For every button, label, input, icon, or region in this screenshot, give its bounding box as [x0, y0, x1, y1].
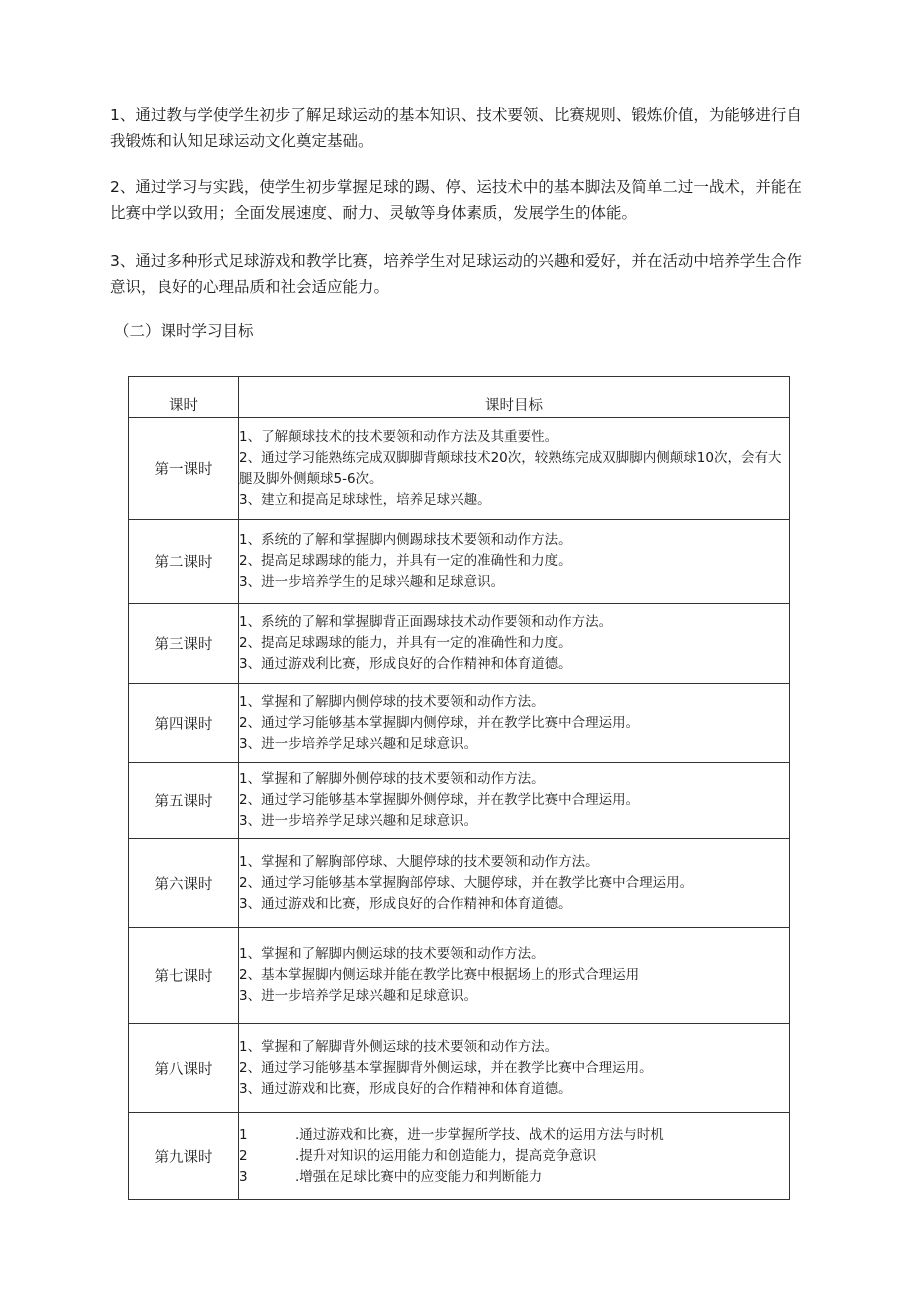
lesson-name: 第八课时 — [129, 1024, 239, 1113]
lesson-goals-table — [128, 376, 790, 1200]
goal-line: 3、通过游戏和比赛，形成良好的合作精神和体育道德。 — [239, 895, 572, 912]
table-row — [129, 684, 790, 763]
paragraph-3: 3、通过多种形式足球游戏和教学比赛，培养学生对足球运动的兴趣和爱好，并在活动中培养学生合作意识，良好的心理品质和社会适应能力。 — [110, 252, 802, 296]
table-row — [129, 763, 790, 839]
goal-line: 3、建立和提高足球球性，培养足球兴趣。 — [239, 491, 491, 508]
header-lesson: 课时 — [129, 377, 239, 418]
goal-number: 1 — [239, 1126, 248, 1143]
lesson-goals — [239, 604, 790, 684]
goal-line — [239, 1146, 789, 1167]
header-goals: 课时目标 — [239, 377, 790, 418]
table-row — [129, 1113, 790, 1200]
goal-line: 3、进一步培养学生的足球兴趣和足球意识。 — [239, 574, 505, 590]
goal-line: 1、掌握和了解胸部停球、大腿停球的技术要领和动作方法。 — [239, 853, 599, 870]
goal-line: 3、进一步培养学足球兴趣和足球意识。 — [239, 735, 478, 752]
lesson-name: 第六课时 — [129, 839, 239, 928]
goal-line: 1、了解颠球技术的技术要领和动作方法及其重要性。 — [239, 428, 559, 445]
goal-line: 3、进一步培养学足球兴趣和足球意识。 — [239, 988, 478, 1004]
goal-line — [239, 1167, 789, 1188]
table-row — [129, 839, 790, 928]
goal-text: .增强在足球比赛中的应变能力和判断能力 — [295, 1168, 543, 1185]
paragraph-2: 2、通过学习与实践，使学生初步掌握足球的踢、停、运技术中的基本脚法及简单二过一战术，并能在比赛中学以致用；全面发展速度、耐力、灵敏等身体素质，发展学生的体能。 — [110, 178, 802, 222]
goal-line: 2、提高足球踢球的能力，并具有一定的准确性和力度。 — [239, 553, 572, 569]
goal-line — [239, 1125, 789, 1146]
goal-number: 3 — [239, 1168, 248, 1185]
goal-line: 1、掌握和了解脚外侧停球的技术要领和动作方法。 — [239, 771, 545, 787]
goal-number: 2 — [239, 1147, 248, 1164]
goal-line: 2、通过学习能够基本掌握胸部停球、大腿停球，并在教学比赛中合理运用。 — [239, 874, 694, 891]
lesson-goals — [239, 418, 790, 520]
table-row — [129, 604, 790, 684]
lesson-goals — [239, 684, 790, 763]
lesson-name: 第七课时 — [129, 928, 239, 1024]
lesson-name: 第一课时 — [129, 418, 239, 520]
goal-line: 1、掌握和了解脚内侧停球的技术要领和动作方法。 — [239, 693, 545, 710]
table-row — [129, 1024, 790, 1113]
goal-line: 2、通过学习能够基本掌握脚背外侧运球，并在教学比赛中合理运用。 — [239, 1059, 653, 1076]
goal-line: 1、掌握和了解脚内侧运球的技术要领和动作方法。 — [239, 946, 545, 962]
goal-line: 3、进一步培养学足球兴趣和足球意识。 — [239, 813, 478, 829]
goal-line: 3、通过游戏利比赛，形成良好的合作精神和体育道德。 — [239, 656, 572, 672]
goal-line: 1、掌握和了解脚背外侧运球的技术要领和动作方法。 — [239, 1038, 559, 1055]
goal-line: 2、基本掌握脚内侧运球并能在教学比赛中根据场上的形式合理运用 — [239, 967, 640, 983]
lesson-goals — [239, 928, 790, 1024]
goal-line: 2、通过学习能够基本掌握脚内侧停球，并在教学比赛中合理运用。 — [239, 714, 640, 731]
lesson-name: 第四课时 — [129, 684, 239, 763]
goal-text: .通过游戏和比赛，进一步掌握所学技、战术的运用方法与时机 — [295, 1126, 664, 1143]
lesson-goals — [239, 1024, 790, 1113]
lesson-goals — [239, 839, 790, 928]
goal-line: 2、通过学习能熟练完成双脚脚背颠球技术20次，较熟练完成双脚脚内侧颠球10次，会有大腿及脚外侧颠球5-6次。 — [239, 449, 782, 487]
goal-line: 2、通过学习能够基本掌握脚外侧停球，并在教学比赛中合理运用。 — [239, 792, 640, 808]
table-row — [129, 520, 790, 604]
lesson-goals — [239, 520, 790, 604]
goal-line: 3、通过游戏和比赛，形成良好的合作精神和体育道德。 — [239, 1080, 572, 1097]
lesson-name: 第九课时 — [129, 1113, 239, 1200]
lesson-name: 第三课时 — [129, 604, 239, 684]
goal-line: 2、提高足球踢球的能力，并具有一定的准确性和力度。 — [239, 635, 572, 651]
table-header-row — [129, 377, 790, 418]
table-row — [129, 928, 790, 1024]
paragraph-1: 1、通过教与学使学生初步了解足球运动的基本知识、技术要领、比赛规则、锻炼价值，为能够进行自我锻炼和认知足球运动文化奠定基础。 — [110, 106, 802, 150]
lesson-goals — [239, 763, 790, 839]
goal-line: 1、系统的了解和掌握脚背正面踢球技术动作要领和动作方法。 — [239, 614, 613, 630]
goal-line: 1、系统的了解和掌握脚内侧踢球技术要领和动作方法。 — [239, 532, 572, 548]
lesson-name: 第五课时 — [129, 763, 239, 839]
goal-text: .提升对知识的运用能力和创造能力，提高竞争意识 — [295, 1147, 597, 1164]
table-row — [129, 418, 790, 520]
lesson-name: 第二课时 — [129, 520, 239, 604]
section-subtitle: （二）课时学习目标 — [114, 322, 254, 340]
lesson-goals — [239, 1113, 790, 1200]
